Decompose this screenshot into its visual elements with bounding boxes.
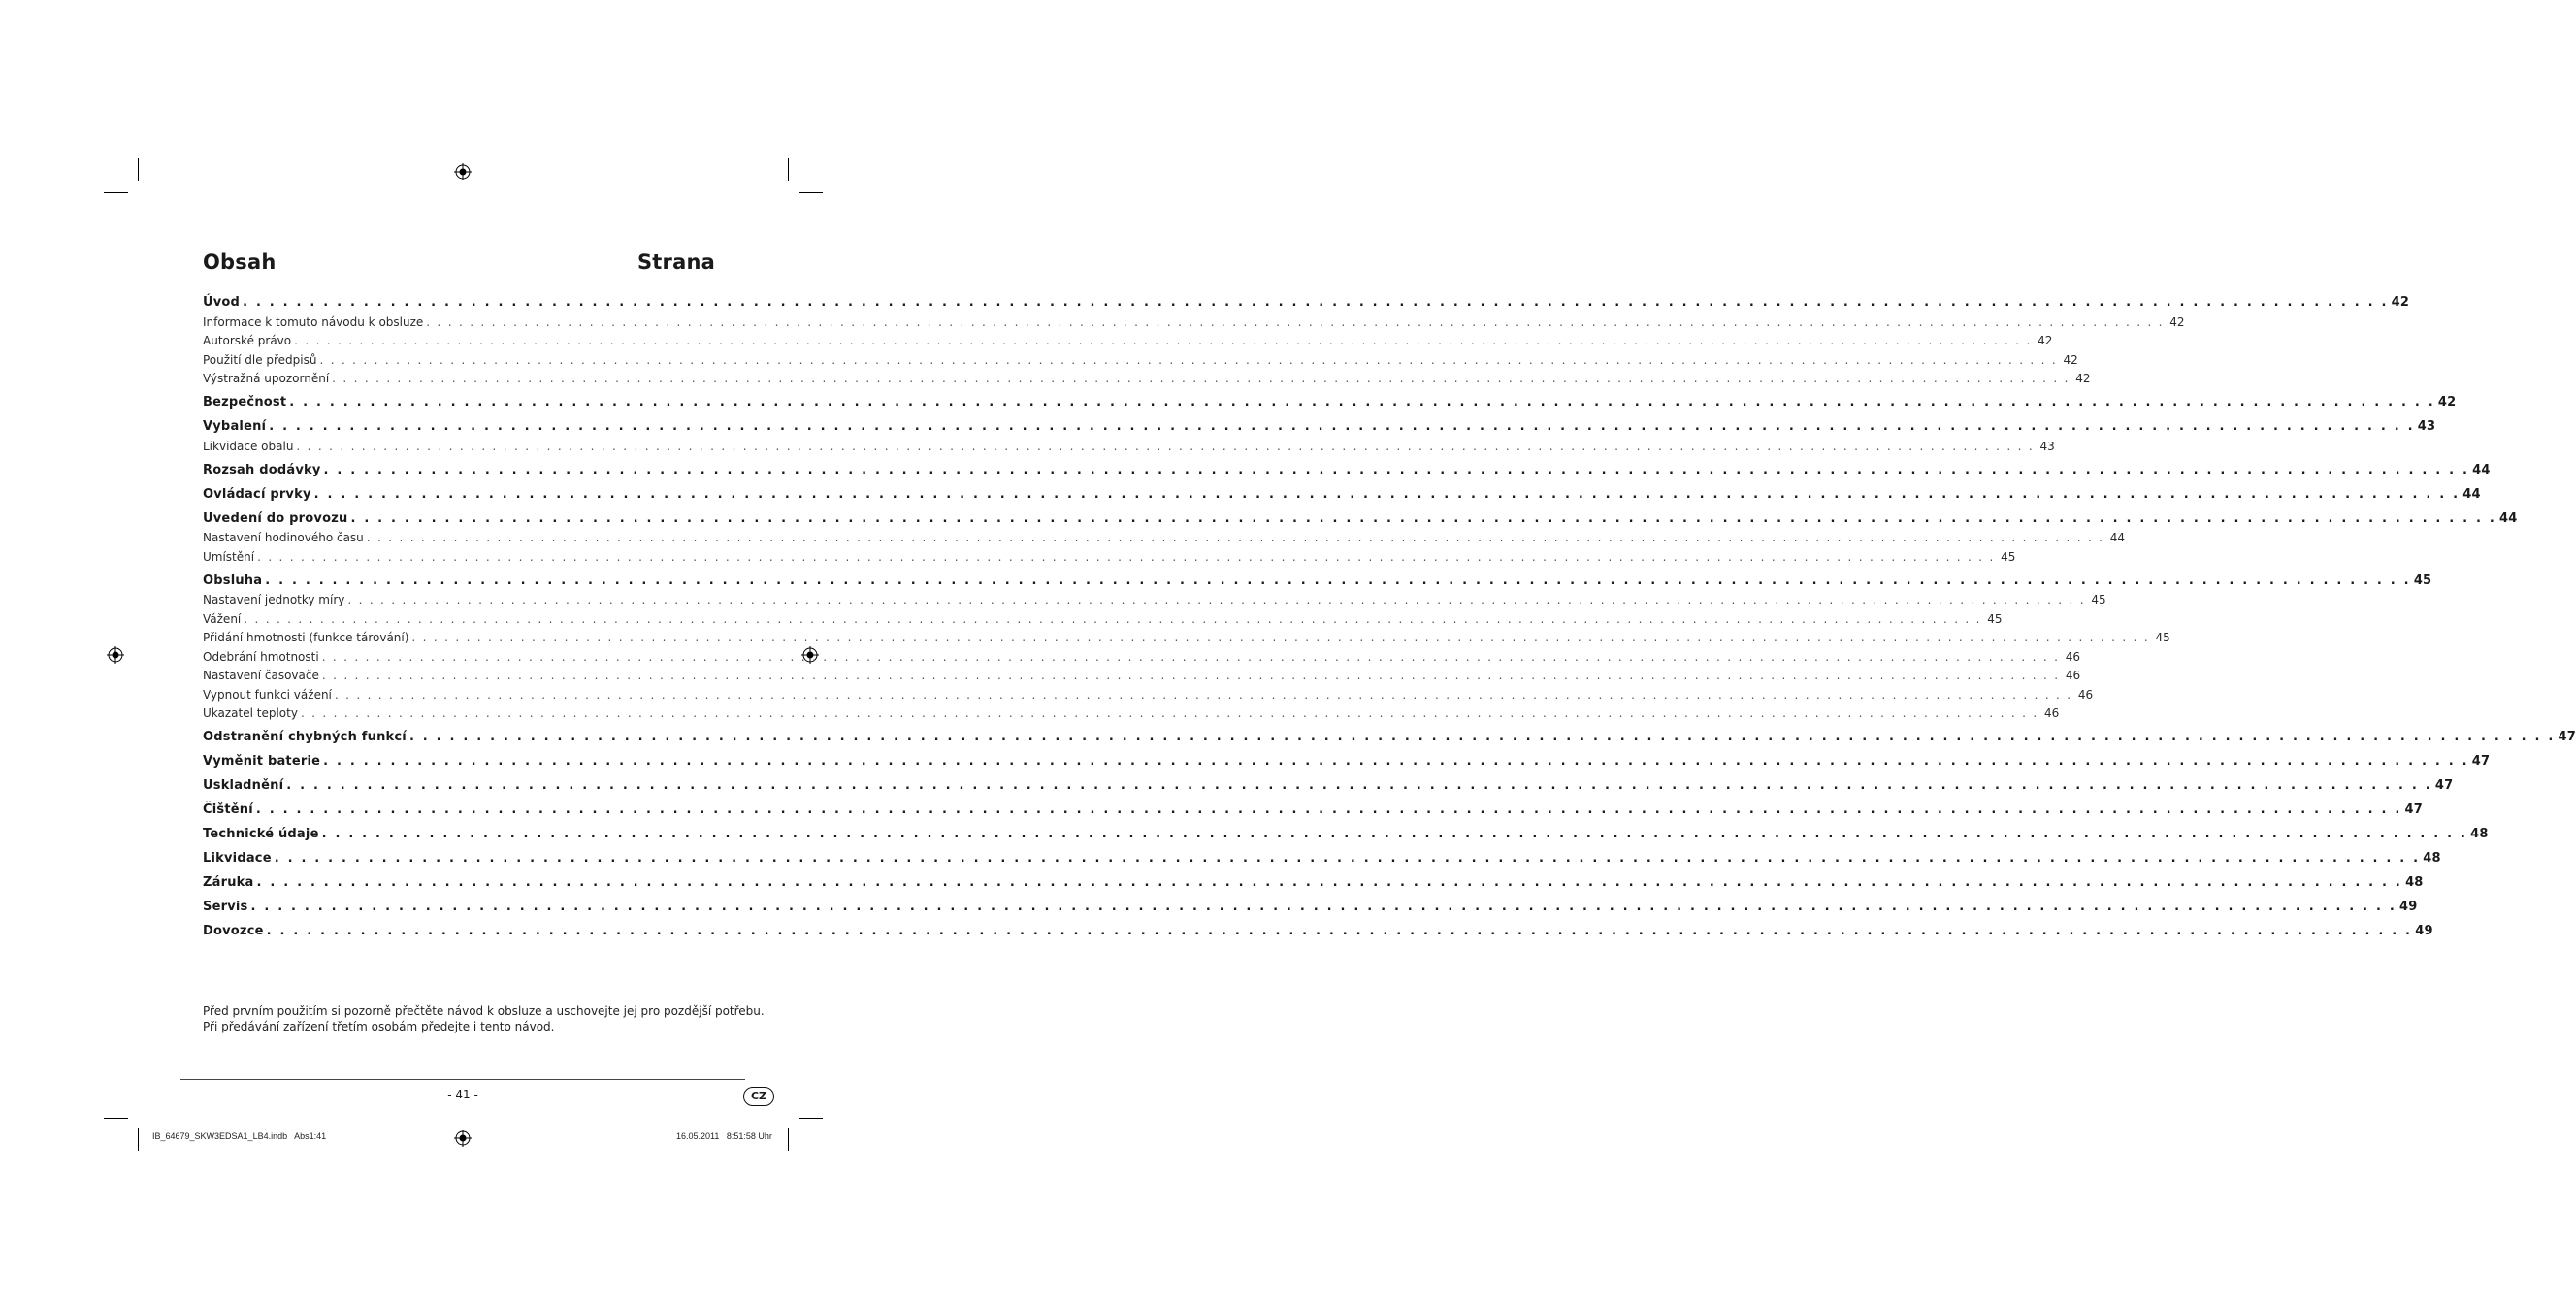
note-line-2: Při předávání zařízení třetím osobám předejte i tento návod. bbox=[203, 1020, 555, 1033]
toc-dot-leader: . . . . . . . . . . . . . . . . . . . . . . . . . . . . . . . . . . . . . . . . . . . . . . . . . . . . . . . . . . . . . . . . . . . . . . . . . . . . . . . . . . . . . . . . . . . . . . . . . . . . . . . . . . . . . . . . . . . . . . . . . . . . . . . . . . . . . . . . . . . . . . . . . . . . . . . . . . . . . . . . bbox=[350, 510, 2497, 526]
crop-mark-bottom-left-h bbox=[104, 1118, 128, 1119]
toc-entry-page: 45 bbox=[2413, 573, 2432, 588]
toc-entry-label: Nastavení jednotky míry bbox=[203, 593, 345, 606]
toc-entry-page: 45 bbox=[2001, 549, 2016, 564]
toc-dot-leader: . . . . . . . . . . . . . . . . . . . . . . . . . . . . . . . . . . . . . . . . . . . . . . . . . . . . . . . . . . . . . . . . . . . . . . . . . . . . . . . . . . . . . . . . . . . . . . . . . . . . . . . . . . . . . . . . . . . . . . . . . . . . . . . . . . . . . . . . . . . . . . . . . . . . . . . . . . . . . . . . bbox=[332, 372, 2071, 385]
crop-mark-bottom-left-v bbox=[138, 1128, 139, 1151]
toc-entry-label: Záruka bbox=[203, 875, 254, 890]
toc-entry-page: 42 bbox=[2169, 314, 2185, 329]
toc-entry-label: Čištění bbox=[203, 802, 253, 817]
toc-section-entry bbox=[203, 415, 2436, 434]
toc-entry-page: 47 bbox=[2404, 802, 2423, 817]
toc-section-entry bbox=[203, 483, 2481, 502]
toc-dot-leader: . . . . . . . . . . . . . . . . . . . . . . . . . . . . . . . . . . . . . . . . . . . . . . . . . . . . . . . . . . . . . . . . . . . . . . . . . . . . . . . . . . . . . . . . . . . . . . . . . . . . . . . . . . . . . . . . . . . . . . . . . . . . . . . . . . . . . . . . . . . . . . . . . . . . . . . . . . . . . . . . bbox=[411, 631, 2150, 644]
toc-section-entry bbox=[203, 459, 2491, 477]
toc-entry-page: 42 bbox=[2038, 334, 2053, 347]
toc-subsection-entry bbox=[203, 664, 2081, 683]
toc-subsection-entry bbox=[203, 702, 2060, 721]
toc-entry-label: Vybalení bbox=[203, 419, 267, 434]
crop-mark-top-right-h bbox=[799, 192, 823, 193]
crop-mark-bottom-right-v bbox=[788, 1128, 789, 1151]
toc-entry-label: Použití dle předpisů bbox=[203, 352, 317, 367]
toc-entry-label: Likvidace bbox=[203, 851, 272, 866]
toc-entry-label: Uvedení do provozu bbox=[203, 510, 348, 526]
toc-dot-leader: . . . . . . . . . . . . . . . . . . . . . . . . . . . . . . . . . . . . . . . . . . . . . . . . . . . . . . . . . . . . . . . . . . . . . . . . . . . . . . . . . . . . . . . . . . . . . . . . . . . . . . . . . . . . . . . . . . . . . . . . . . . . . . . . . . . . . . . . . . . . . . . . . . . . . . . . . . . . . . . . bbox=[347, 593, 2086, 606]
toc-section-entry bbox=[203, 799, 2423, 817]
toc-entry-page: 44 bbox=[2472, 462, 2491, 477]
toc-entry-page: 47 bbox=[2558, 730, 2576, 744]
toc-entry-page: 46 bbox=[2043, 706, 2060, 720]
instruction-note bbox=[203, 1003, 765, 1034]
toc-section-entry bbox=[203, 508, 2518, 526]
toc-entry-label: Ukazatel teploty bbox=[203, 706, 298, 720]
toc-entry-label: Technické údaje bbox=[203, 827, 319, 841]
toc-entry-label: Umístění bbox=[203, 549, 255, 564]
toc-entry-label: Informace k tomuto návodu k obsluze bbox=[203, 314, 424, 329]
toc-entry-page: 42 bbox=[2391, 295, 2410, 310]
toc-subsection-entry bbox=[203, 434, 2055, 453]
toc-entry-page: 42 bbox=[2075, 372, 2091, 385]
registration-mark-icon bbox=[107, 646, 124, 664]
toc-entry-page: 48 bbox=[2470, 827, 2489, 841]
toc-dot-leader: . . . . . . . . . . . . . . . . . . . . . . . . . . . . . . . . . . . . . . . . . . . . . . . . . . . . . . . . . . . . . . . . . . . . . . . . . . . . . . . . . . . . . . . . . . . . . . . . . . . . . . . . . . . . . . . . . . . . . . . . . . . . . . . . . . . . . . . . . . . . . . . . . . . . . . . . . . . . . . . . bbox=[250, 900, 2397, 914]
toc-entry-label: Uskladnění bbox=[203, 778, 284, 793]
toc-dot-leader: . . . . . . . . . . . . . . . . . . . . . . . . . . . . . . . . . . . . . . . . . . . . . . . . . . . . . . . . . . . . . . . . . . . . . . . . . . . . . . . . . . . . . . . . . . . . . . . . . . . . . . . . . . . . . . . . . . . . . . . . . . . . . . . . . . . . . . . . . . . . . . . . . . . . . . . . . . . . . . . . bbox=[243, 295, 2389, 310]
toc-dot-leader: . . . . . . . . . . . . . . . . . . . . . . . . . . . . . . . . . . . . . . . . . . . . . . . . . . . . . . . . . . . . . . . . . . . . . . . . . . . . . . . . . . . . . . . . . . . . . . . . . . . . . . . . . . . . . . . . . . . . . . . . . . . . . . . . . . . . . . . . . . . . . . . . . . . . . . . . . . . . . . . . bbox=[366, 531, 2104, 544]
toc-entry-label: Ovládací prvky bbox=[203, 486, 311, 502]
toc-dot-leader: . . . . . . . . . . . . . . . . . . . . . . . . . . . . . . . . . . . . . . . . . . . . . . . . . . . . . . . . . . . . . . . . . . . . . . . . . . . . . . . . . . . . . . . . . . . . . . . . . . . . . . . . . . . . . . . . . . . . . . . . . . . . . . . . . . . . . . . . . . . . . . . . . . . . . . . . . . . . . . . . bbox=[289, 395, 2435, 409]
toc-entry-page: 44 bbox=[2109, 531, 2126, 544]
toc-subsection-entry bbox=[203, 367, 2091, 386]
toc-entry-page: 46 bbox=[2077, 687, 2094, 702]
toc-subsection-entry bbox=[203, 329, 2053, 348]
toc-dot-leader: . . . . . . . . . . . . . . . . . . . . . . . . . . . . . . . . . . . . . . . . . . . . . . . . . . . . . . . . . . . . . . . . . . . . . . . . . . . . . . . . . . . . . . . . . . . . . . . . . . . . . . . . . . . . . . . . . . . . . . . . . . . . . . . . . . . . . . . . . . . . . . . . . . . . . . . . . . . . . . . . bbox=[321, 669, 2060, 682]
toc-entry-label: Vážení bbox=[203, 611, 242, 626]
crop-mark-top-left-h bbox=[104, 192, 128, 193]
toc-entry-page: 43 bbox=[2417, 419, 2436, 434]
toc-entry-page: 44 bbox=[2462, 486, 2481, 502]
toc-entry-page: 49 bbox=[2415, 924, 2433, 938]
toc-dot-leader: . . . . . . . . . . . . . . . . . . . . . . . . . . . . . . . . . . . . . . . . . . . . . . . . . . . . . . . . . . . . . . . . . . . . . . . . . . . . . . . . . . . . . . . . . . . . . . . . . . . . . . . . . . . . . . . . . . . . . . . . . . . . . . . . . . . . . . . . . . . . . . . . . . . . . . . . . . . . . . . . bbox=[257, 549, 1996, 564]
crop-mark-top-left-v bbox=[138, 158, 139, 181]
toc-subsection-entry bbox=[203, 310, 2185, 329]
page-column-heading: Strana bbox=[636, 250, 715, 274]
registration-mark-icon bbox=[454, 163, 472, 180]
toc-entry-label: Odstranění chybných funkcí bbox=[203, 730, 407, 744]
toc-dot-leader: . . . . . . . . . . . . . . . . . . . . . . . . . . . . . . . . . . . . . . . . . . . . . . . . . . . . . . . . . . . . . . . . . . . . . . . . . . . . . . . . . . . . . . . . . . . . . . . . . . . . . . . . . . . . . . . . . . . . . . . . . . . . . . . . . . . . . . . . . . . . . . . . . . . . . . . . . . . . . . . . bbox=[286, 778, 2432, 793]
toc-section-entry bbox=[203, 823, 2489, 841]
toc-subsection-entry bbox=[203, 606, 2003, 626]
print-timestamp: 16.05.2011 8:51:58 Uhr bbox=[676, 1131, 772, 1141]
toc-entry-page: 42 bbox=[2063, 352, 2078, 367]
page-title: Obsah bbox=[203, 250, 277, 274]
toc-subsection-entry bbox=[203, 347, 2078, 367]
file-info: IB_64679_SKW3EDSA1_LB4.indb Abs1:41 bbox=[152, 1131, 327, 1141]
toc-entry-label: Úvod bbox=[203, 295, 241, 310]
toc-dot-leader: . . . . . . . . . . . . . . . . . . . . . . . . . . . . . . . . . . . . . . . . . . . . . . . . . . . . . . . . . . . . . . . . . . . . . . . . . . . . . . . . . . . . . . . . . . . . . . . . . . . . . . . . . . . . . . . . . . . . . . . . . . . . . . . . . . . . . . . . . . . . . . . . . . . . . . . . . . . . . . . . bbox=[266, 924, 2413, 938]
toc-entry-label: Dovozce bbox=[203, 924, 264, 938]
toc-section-entry bbox=[203, 726, 2576, 744]
toc-entry-page: 48 bbox=[2405, 875, 2424, 890]
toc-subsection-entry bbox=[203, 526, 2126, 545]
toc-section-entry bbox=[203, 570, 2432, 588]
footer-rule bbox=[180, 1079, 745, 1080]
toc-section-entry bbox=[203, 750, 2491, 769]
toc-entry-label: Likvidace obalu bbox=[203, 439, 294, 453]
toc-entry-page: 42 bbox=[2437, 395, 2457, 409]
toc-entry-label: Vypnout funkci vážení bbox=[203, 687, 332, 702]
toc-dot-leader: . . . . . . . . . . . . . . . . . . . . . . . . . . . . . . . . . . . . . . . . . . . . . . . . . . . . . . . . . . . . . . . . . . . . . . . . . . . . . . . . . . . . . . . . . . . . . . . . . . . . . . . . . . . . . . . . . . . . . . . . . . . . . . . . . . . . . . . . . . . . . . . . . . . . . . . . . . . . . . . . bbox=[323, 462, 2470, 477]
table-of-contents bbox=[203, 291, 2576, 938]
toc-dot-leader: . . . . . . . . . . . . . . . . . . . . . . . . . . . . . . . . . . . . . . . . . . . . . . . . . . . . . . . . . . . . . . . . . . . . . . . . . . . . . . . . . . . . . . . . . . . . . . . . . . . . . . . . . . . . . . . . . . . . . . . . . . . . . . . . . . . . . . . . . . . . . . . . . . . . . . . . . . . . . . . . bbox=[294, 334, 2033, 347]
toc-dot-leader: . . . . . . . . . . . . . . . . . . . . . . . . . . . . . . . . . . . . . . . . . . . . . . . . . . . . . . . . . . . . . . . . . . . . . . . . . . . . . . . . . . . . . . . . . . . . . . . . . . . . . . . . . . . . . . . . . . . . . . . . . . . . . . . . . . . . . . . . . . . . . . . . . . . . . . . . . . . . . . . . bbox=[426, 314, 2165, 329]
toc-subsection-entry bbox=[203, 644, 2080, 664]
toc-entry-label: Obsluha bbox=[203, 573, 263, 588]
toc-entry-page: 47 bbox=[2471, 754, 2491, 769]
toc-section-entry bbox=[203, 774, 2454, 793]
toc-entry-label: Servis bbox=[203, 900, 248, 914]
toc-dot-leader: . . . . . . . . . . . . . . . . . . . . . . . . . . . . . . . . . . . . . . . . . . . . . . . . . . . . . . . . . . . . . . . . . . . . . . . . . . . . . . . . . . . . . . . . . . . . . . . . . . . . . . . . . . . . . . . . . . . . . . . . . . . . . . . . . . . . . . . . . . . . . . . . . . . . . . . . . . . . . . . . bbox=[265, 573, 2411, 588]
toc-subsection-entry bbox=[203, 626, 2170, 645]
crop-mark-top-right-v bbox=[788, 158, 789, 181]
language-badge: CZ bbox=[743, 1087, 774, 1106]
toc-entry-page: 45 bbox=[2091, 593, 2106, 606]
toc-entry-label: Nastavení hodinového času bbox=[203, 531, 364, 544]
toc-entry-label: Vyměnit baterie bbox=[203, 754, 321, 769]
toc-section-entry bbox=[203, 920, 2433, 938]
note-line-1: Před prvním použitím si pozorně přečtěte návod k obsluze a uschovejte jej pro pozdější potřebu. bbox=[203, 1004, 765, 1018]
toc-section-entry bbox=[203, 896, 2418, 914]
crop-mark-bottom-right-h bbox=[799, 1118, 823, 1119]
toc-entry-label: Odebrání hmotnosti bbox=[203, 649, 319, 664]
toc-entry-page: 48 bbox=[2423, 851, 2441, 866]
toc-entry-page: 49 bbox=[2399, 900, 2418, 914]
toc-dot-leader: . . . . . . . . . . . . . . . . . . . . . . . . . . . . . . . . . . . . . . . . . . . . . . . . . . . . . . . . . . . . . . . . . . . . . . . . . . . . . . . . . . . . . . . . . . . . . . . . . . . . . . . . . . . . . . . . . . . . . . . . . . . . . . . . . . . . . . . . . . . . . . . . . . . . . . . . . . . . . . . . bbox=[274, 851, 2421, 866]
toc-section-entry bbox=[203, 391, 2457, 409]
toc-dot-leader: . . . . . . . . . . . . . . . . . . . . . . . . . . . . . . . . . . . . . . . . . . . . . . . . . . . . . . . . . . . . . . . . . . . . . . . . . . . . . . . . . . . . . . . . . . . . . . . . . . . . . . . . . . . . . . . . . . . . . . . . . . . . . . . . . . . . . . . . . . . . . . . . . . . . . . . . . . . . . . . . bbox=[323, 754, 2469, 769]
toc-dot-leader: . . . . . . . . . . . . . . . . . . . . . . . . . . . . . . . . . . . . . . . . . . . . . . . . . . . . . . . . . . . . . . . . . . . . . . . . . . . . . . . . . . . . . . . . . . . . . . . . . . . . . . . . . . . . . . . . . . . . . . . . . . . . . . . . . . . . . . . . . . . . . . . . . . . . . . . . . . . . . . . . bbox=[300, 706, 2038, 720]
toc-dot-leader: . . . . . . . . . . . . . . . . . . . . . . . . . . . . . . . . . . . . . . . . . . . . . . . . . . . . . . . . . . . . . . . . . . . . . . . . . . . . . . . . . . . . . . . . . . . . . . . . . . . . . . . . . . . . . . . . . . . . . . . . . . . . . . . . . . . . . . . . . . . . . . . . . . . . . . . . . . . . . . . . bbox=[255, 802, 2402, 817]
toc-section-entry bbox=[203, 871, 2424, 890]
toc-section-entry bbox=[203, 847, 2441, 866]
toc-entry-label: Autorské právo bbox=[203, 334, 292, 347]
toc-entry-page: 45 bbox=[2155, 631, 2170, 644]
toc-entry-label: Rozsah dodávky bbox=[203, 462, 321, 477]
toc-dot-leader: . . . . . . . . . . . . . . . . . . . . . . . . . . . . . . . . . . . . . . . . . . . . . . . . . . . . . . . . . . . . . . . . . . . . . . . . . . . . . . . . . . . . . . . . . . . . . . . . . . . . . . . . . . . . . . . . . . . . . . . . . . . . . . . . . . . . . . . . . . . . . . . . . . . . . . . . . . . . . . . . bbox=[244, 611, 1982, 626]
toc-entry-label: Nastavení časovače bbox=[203, 669, 319, 682]
toc-entry-page: 46 bbox=[2065, 649, 2080, 664]
toc-dot-leader: . . . . . . . . . . . . . . . . . . . . . . . . . . . . . . . . . . . . . . . . . . . . . . . . . . . . . . . . . . . . . . . . . . . . . . . . . . . . . . . . . . . . . . . . . . . . . . . . . . . . . . . . . . . . . . . . . . . . . . . . . . . . . . . . . . . . . . . . . . . . . . . . . . . . . . . . . . . . . . . . bbox=[269, 419, 2415, 434]
toc-subsection-entry bbox=[203, 588, 2106, 607]
toc-entry-page: 44 bbox=[2499, 510, 2518, 526]
toc-dot-leader: . . . . . . . . . . . . . . . . . . . . . . . . . . . . . . . . . . . . . . . . . . . . . . . . . . . . . . . . . . . . . . . . . . . . . . . . . . . . . . . . . . . . . . . . . . . . . . . . . . . . . . . . . . . . . . . . . . . . . . . . . . . . . . . . . . . . . . . . . . . . . . . . . . . . . . . . . . . . . . . . bbox=[334, 687, 2072, 702]
toc-entry-page: 47 bbox=[2434, 778, 2454, 793]
toc-subsection-entry bbox=[203, 682, 2094, 702]
toc-section-entry bbox=[203, 291, 2410, 310]
registration-mark-icon bbox=[454, 1130, 472, 1147]
toc-entry-page: 45 bbox=[1987, 611, 2003, 626]
toc-dot-leader: . . . . . . . . . . . . . . . . . . . . . . . . . . . . . . . . . . . . . . . . . . . . . . . . . . . . . . . . . . . . . . . . . . . . . . . . . . . . . . . . . . . . . . . . . . . . . . . . . . . . . . . . . . . . . . . . . . . . . . . . . . . . . . . . . . . . . . . . . . . . . . . . . . . . . . . . . . . . . . . . bbox=[408, 730, 2556, 744]
toc-entry-label: Výstražná upozornění bbox=[203, 372, 330, 385]
toc-entry-page: 43 bbox=[2039, 439, 2055, 453]
toc-dot-leader: . . . . . . . . . . . . . . . . . . . . . . . . . . . . . . . . . . . . . . . . . . . . . . . . . . . . . . . . . . . . . . . . . . . . . . . . . . . . . . . . . . . . . . . . . . . . . . . . . . . . . . . . . . . . . . . . . . . . . . . . . . . . . . . . . . . . . . . . . . . . . . . . . . . . . . . . . . . . . . . . bbox=[256, 875, 2403, 890]
toc-dot-leader: . . . . . . . . . . . . . . . . . . . . . . . . . . . . . . . . . . . . . . . . . . . . . . . . . . . . . . . . . . . . . . . . . . . . . . . . . . . . . . . . . . . . . . . . . . . . . . . . . . . . . . . . . . . . . . . . . . . . . . . . . . . . . . . . . . . . . . . . . . . . . . . . . . . . . . . . . . . . . . . . bbox=[313, 486, 2461, 502]
toc-dot-leader: . . . . . . . . . . . . . . . . . . . . . . . . . . . . . . . . . . . . . . . . . . . . . . . . . . . . . . . . . . . . . . . . . . . . . . . . . . . . . . . . . . . . . . . . . . . . . . . . . . . . . . . . . . . . . . . . . . . . . . . . . . . . . . . . . . . . . . . . . . . . . . . . . . . . . . . . . . . . . . . . bbox=[321, 649, 2060, 664]
toc-dot-leader: . . . . . . . . . . . . . . . . . . . . . . . . . . . . . . . . . . . . . . . . . . . . . . . . . . . . . . . . . . . . . . . . . . . . . . . . . . . . . . . . . . . . . . . . . . . . . . . . . . . . . . . . . . . . . . . . . . . . . . . . . . . . . . . . . . . . . . . . . . . . . . . . . . . . . . . . . . . . . . . . bbox=[296, 439, 2035, 453]
toc-subsection-entry bbox=[203, 544, 2016, 564]
toc-entry-page: 46 bbox=[2065, 669, 2081, 682]
toc-entry-label: Bezpečnost bbox=[203, 395, 287, 409]
page-number: - 41 - bbox=[447, 1088, 478, 1101]
toc-entry-label: Přidání hmotnosti (funkce tárování) bbox=[203, 631, 409, 644]
toc-dot-leader: . . . . . . . . . . . . . . . . . . . . . . . . . . . . . . . . . . . . . . . . . . . . . . . . . . . . . . . . . . . . . . . . . . . . . . . . . . . . . . . . . . . . . . . . . . . . . . . . . . . . . . . . . . . . . . . . . . . . . . . . . . . . . . . . . . . . . . . . . . . . . . . . . . . . . . . . . . . . . . . . bbox=[321, 827, 2468, 841]
toc-dot-leader: . . . . . . . . . . . . . . . . . . . . . . . . . . . . . . . . . . . . . . . . . . . . . . . . . . . . . . . . . . . . . . . . . . . . . . . . . . . . . . . . . . . . . . . . . . . . . . . . . . . . . . . . . . . . . . . . . . . . . . . . . . . . . . . . . . . . . . . . . . . . . . . . . . . . . . . . . . . . . . . . bbox=[319, 352, 2058, 367]
